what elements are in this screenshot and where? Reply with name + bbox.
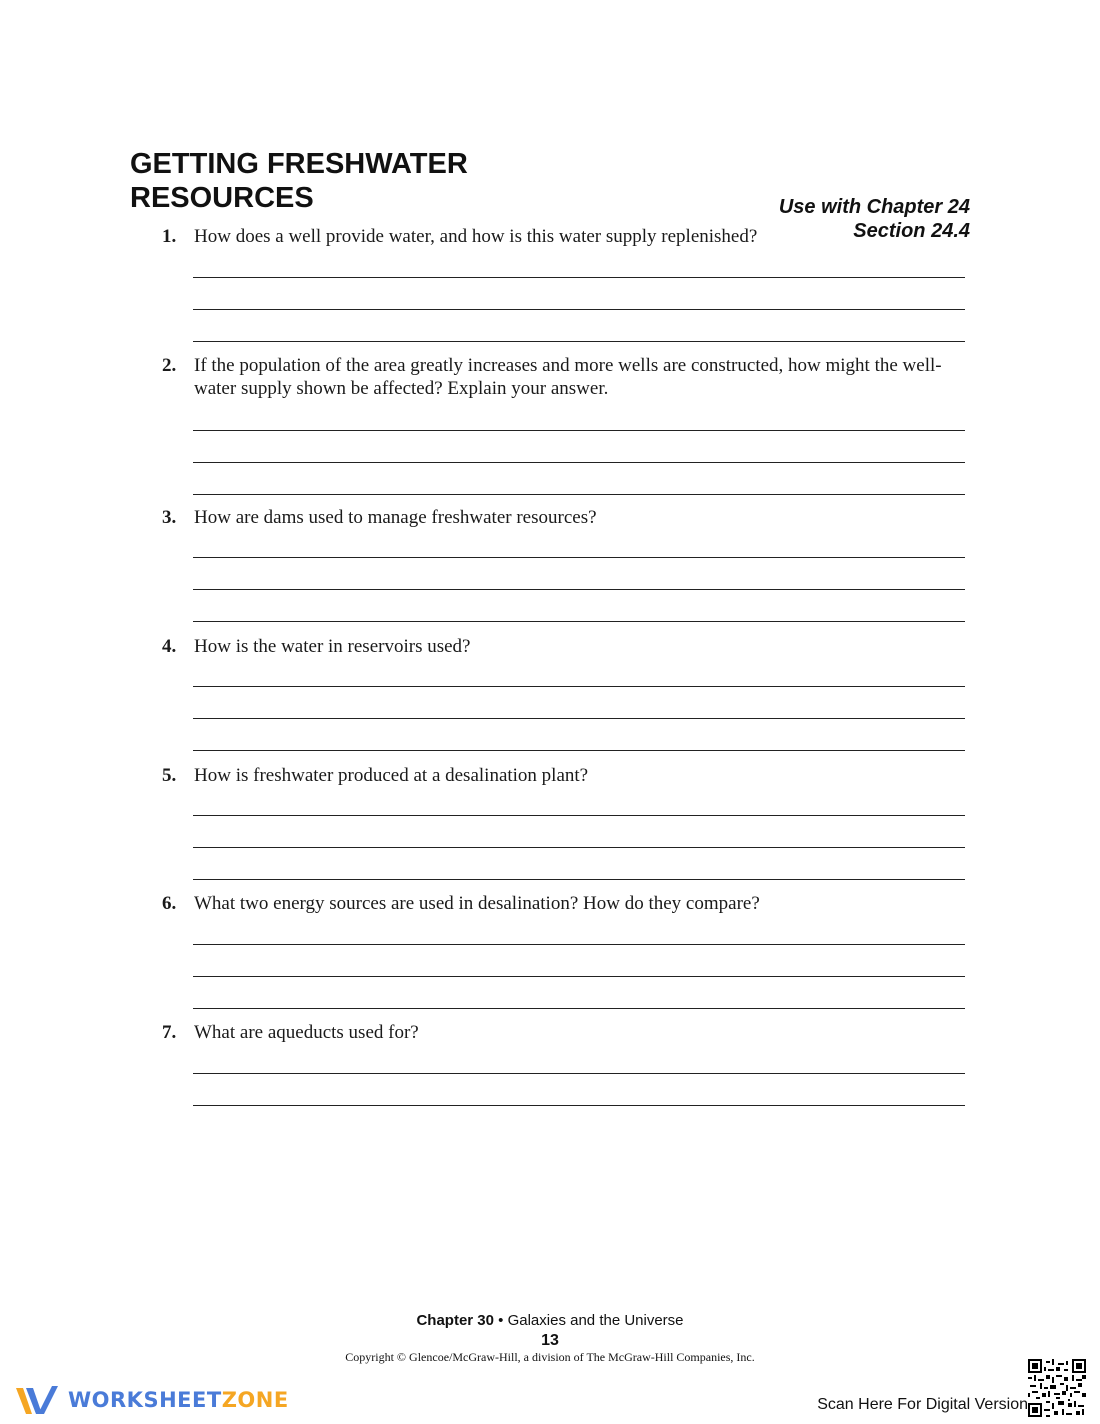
question-text: How is the water in reservoirs used? xyxy=(194,636,471,657)
answer-line[interactable] xyxy=(193,1073,965,1074)
answer-line[interactable] xyxy=(193,621,965,622)
question-7 xyxy=(162,1021,952,1044)
chapter-reference-line: Use with Chapter 24 xyxy=(778,196,970,218)
section-reference-line: Section 24.4 xyxy=(853,220,970,242)
answer-line[interactable] xyxy=(193,589,965,590)
answer-line[interactable] xyxy=(193,1008,965,1009)
question-6 xyxy=(162,892,952,915)
scan-prompt: Scan Here For Digital Version xyxy=(817,1396,1028,1413)
question-text: How are dams used to manage freshwater resources? xyxy=(194,507,597,528)
question-number: 4. xyxy=(162,636,177,657)
question-number: 1. xyxy=(162,226,177,247)
question-text: What are aqueducts used for? xyxy=(194,1022,419,1043)
footer-chapter-title: Galaxies and the Universe xyxy=(507,1312,684,1329)
answer-line[interactable] xyxy=(193,557,965,558)
question-1 xyxy=(162,225,952,248)
answer-line[interactable] xyxy=(193,1105,965,1106)
answer-line[interactable] xyxy=(193,309,965,310)
question-number: 5. xyxy=(162,765,177,786)
answer-line[interactable] xyxy=(193,430,965,431)
answer-line[interactable] xyxy=(193,879,965,880)
question-2 xyxy=(162,354,952,400)
brand-name xyxy=(68,1388,289,1412)
footer-chapter xyxy=(0,1312,1100,1329)
answer-line[interactable] xyxy=(193,976,965,977)
answer-line[interactable] xyxy=(193,750,965,751)
answer-line[interactable] xyxy=(193,847,965,848)
answer-line[interactable] xyxy=(193,815,965,816)
answer-line[interactable] xyxy=(193,462,965,463)
answer-line[interactable] xyxy=(193,944,965,945)
footer-bullet: • xyxy=(498,1312,504,1329)
answer-line[interactable] xyxy=(193,494,965,495)
worksheetzone-brand[interactable] xyxy=(14,1382,289,1418)
question-text: How does a well provide water, and how is this water supply replenished? xyxy=(194,226,758,247)
question-text: If the population of the area greatly increases and more wells are constructed, how might the well-water supply shown be affected? Explain your answer. xyxy=(194,355,942,399)
footer-chapter-label: Chapter 30 xyxy=(416,1312,494,1329)
answer-line[interactable] xyxy=(193,277,965,278)
question-3 xyxy=(162,506,952,529)
question-5 xyxy=(162,764,952,787)
worksheetzone-logo-icon xyxy=(14,1382,60,1418)
question-text: What two energy sources are used in desalination? How do they compare? xyxy=(194,893,760,914)
qr-code-icon[interactable] xyxy=(1028,1359,1086,1417)
question-number: 7. xyxy=(162,1022,177,1043)
question-text: How is freshwater produced at a desalination plant? xyxy=(194,765,589,786)
worksheet-title: GETTING FRESHWATER RESOURCES xyxy=(130,148,468,214)
copyright-notice: Copyright © Glencoe/McGraw-Hill, a division of The McGraw-Hill Companies, Inc. xyxy=(345,1350,755,1364)
question-4 xyxy=(162,635,952,658)
question-number: 2. xyxy=(162,355,177,376)
question-number: 3. xyxy=(162,507,177,528)
page-number: 13 xyxy=(541,1332,559,1349)
answer-line[interactable] xyxy=(193,341,965,342)
brand-name-part1: WORKSHEET xyxy=(68,1388,222,1412)
question-number: 6. xyxy=(162,893,177,914)
answer-line[interactable] xyxy=(193,686,965,687)
answer-line[interactable] xyxy=(193,718,965,719)
brand-name-part2: ZONE xyxy=(221,1388,289,1412)
